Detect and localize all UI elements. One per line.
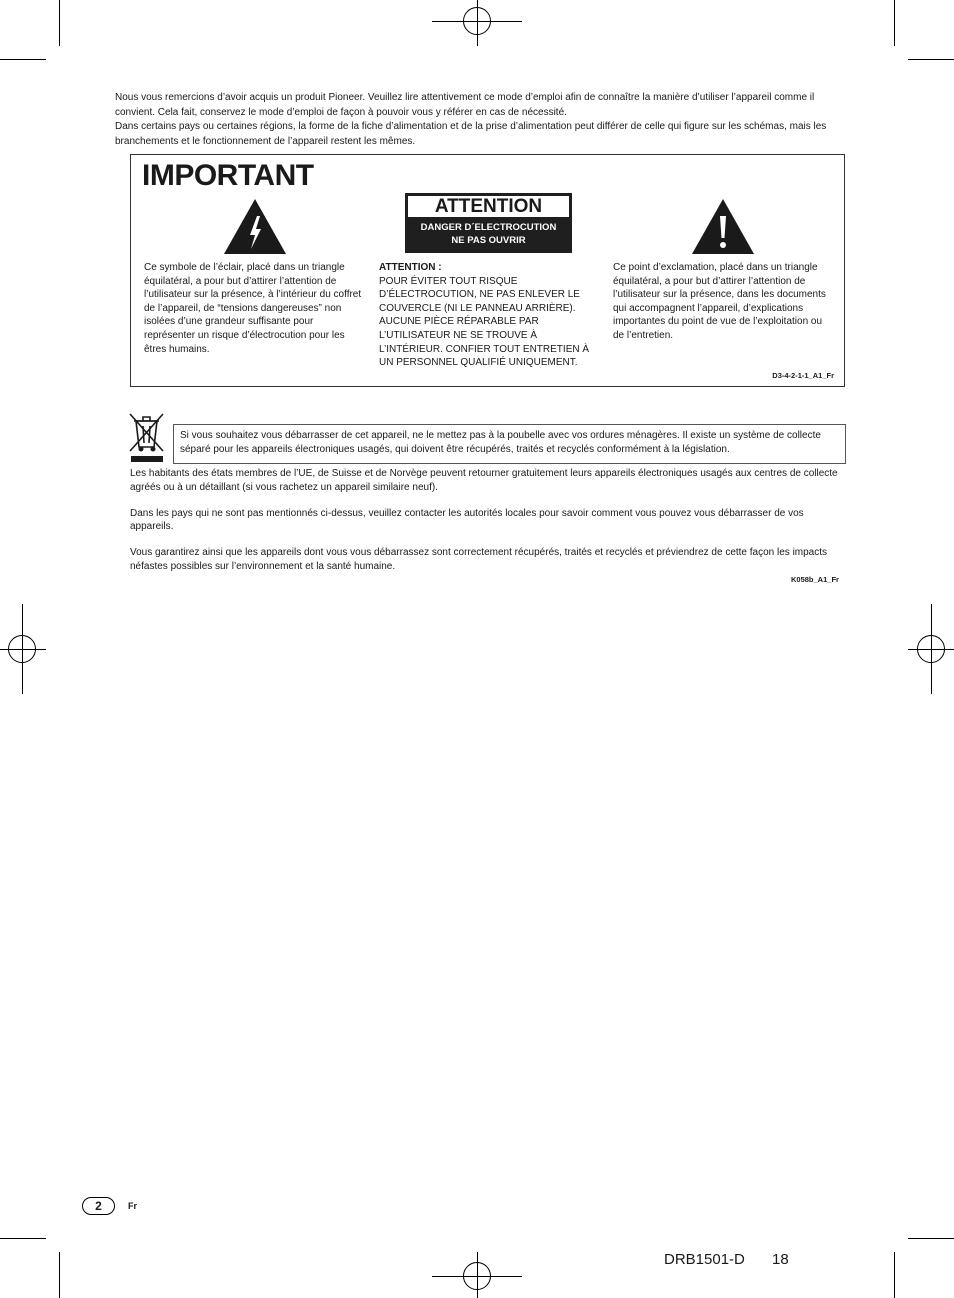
crop-mark — [0, 1238, 46, 1239]
registration-mark — [917, 635, 945, 663]
registration-mark — [463, 7, 491, 35]
crop-mark — [59, 1252, 60, 1298]
crop-mark — [0, 59, 46, 60]
weee-paragraph: Dans les pays qui ne sont pas mentionnés ci-dessus, veuillez contacter les autorités locales pour savoir comment vous pouvez vous débarrasser de vos appareils. — [130, 507, 804, 533]
attention-label: ATTENTION — [408, 196, 569, 217]
lightning-warning-icon — [224, 199, 286, 254]
language-code: Fr — [128, 1201, 137, 1211]
attention-panel — [405, 193, 572, 253]
important-code: D3-4-2-1-1_A1_Fr — [772, 371, 834, 380]
attention-text: POUR ÉVITER TOUT RISQUE D’ÉLECTROCUTION, NE PAS ENLEVER LE COUVERCLE (NI LE PANNEAU ARRIÈRE). AUCUNE PIÈCE RÉPARABLE PAR L’UTILISATEUR NE SE TROUVE À L’INTÉRIEUR. CONFIER TOUT ENTRETIEN À UN PERSONNEL QUALIFIÉ UNIQUEMENT. — [379, 275, 590, 369]
weee-notice-box — [173, 424, 846, 464]
registration-mark — [8, 635, 36, 663]
crop-mark — [894, 0, 895, 46]
weee-paragraphs — [130, 467, 845, 586]
weee-notice-text: Si vous souhaitez vous débarrasser de cet appareil, ne le mettez pas à la poubelle avec vos ordures ménagères. Il existe un système de collecte séparé pour les appareils électroniques usagés, qui doivent être récupérés, traités et recyclés conformément à la législation. — [180, 430, 821, 455]
important-title: IMPORTANT — [142, 159, 314, 192]
intro-paragraph: Dans certains pays ou certaines régions, la forme de la fiche d’alimentation et de la prise d’alimentation peut différer de celle qui figure sur les schémas, mais les branchements et le fonctionnement de l’appareil restent les mêmes. — [115, 121, 827, 147]
weee-code: K058b_A1_Fr — [791, 575, 839, 584]
lightning-description — [144, 261, 362, 356]
crop-mark — [59, 0, 60, 46]
exclamation-warning-icon — [692, 199, 754, 254]
important-box — [130, 154, 845, 387]
intro-paragraph: Nous vous remercions d’avoir acquis un produit Pioneer. Veuillez lire attentivement ce mode d’emploi afin de connaître la manière d’utiliser l’appareil comme il convient. Cela fait, conservez le mode d’emploi de façon à pouvoir vous y référer en cas de nécessité. — [115, 92, 815, 118]
exclamation-text: Ce point d’exclamation, placé dans un triangle équilatéral, a pour but d’attirer l’attention de l’utilisateur sur la présence, dans les documents qui accompagnent l’appareil, d’explications importantes du point de vue de l’exploitation ou de l’entretien. — [613, 262, 826, 341]
crossed-bin-icon — [129, 411, 165, 463]
weee-paragraph: Les habitants des états membres de l’UE, de Suisse et de Norvège peuvent retourner gratuitement leurs appareils électroniques usagés aux centres de collecte agréés ou à un détaillant (si vous rachetez un appareil similaire neuf). — [130, 468, 838, 493]
intro-text — [115, 91, 845, 149]
attention-description — [379, 261, 597, 370]
attention-subtitle — [406, 221, 571, 247]
attention-subtitle-line: NE PAS OUVRIR — [451, 235, 526, 246]
page-number: 2 — [82, 1197, 115, 1215]
attention-heading: ATTENTION : — [379, 262, 442, 273]
crop-mark — [894, 1252, 895, 1298]
registration-mark — [463, 1262, 491, 1290]
attention-subtitle-line: DANGER D´ELECTROCUTION — [420, 222, 557, 233]
document-code: DRB1501-D — [664, 1251, 745, 1268]
crop-mark — [908, 1238, 954, 1239]
crop-mark — [908, 59, 954, 60]
lightning-text: Ce symbole de l’éclair, placé dans un triangle équilatéral, a pour but d’attirer l’attention de l’utilisateur sur la présence, à l’intérieur du coffret de l’appareil, de “tensions dangereuses” non isolées d’une grandeur suffisante pour représenter un risque d’électrocution pour les êtres humains. — [144, 262, 362, 355]
sheet-number: 18 — [772, 1251, 789, 1268]
exclamation-description — [613, 261, 831, 343]
weee-paragraph: Vous garantirez ainsi que les appareils dont vous vous débarrassez sont correctement récupérés, traités et recyclés et préviendrez de cette façon les impacts néfastes possibles sur l’environnement et la santé humaine. — [130, 547, 828, 572]
